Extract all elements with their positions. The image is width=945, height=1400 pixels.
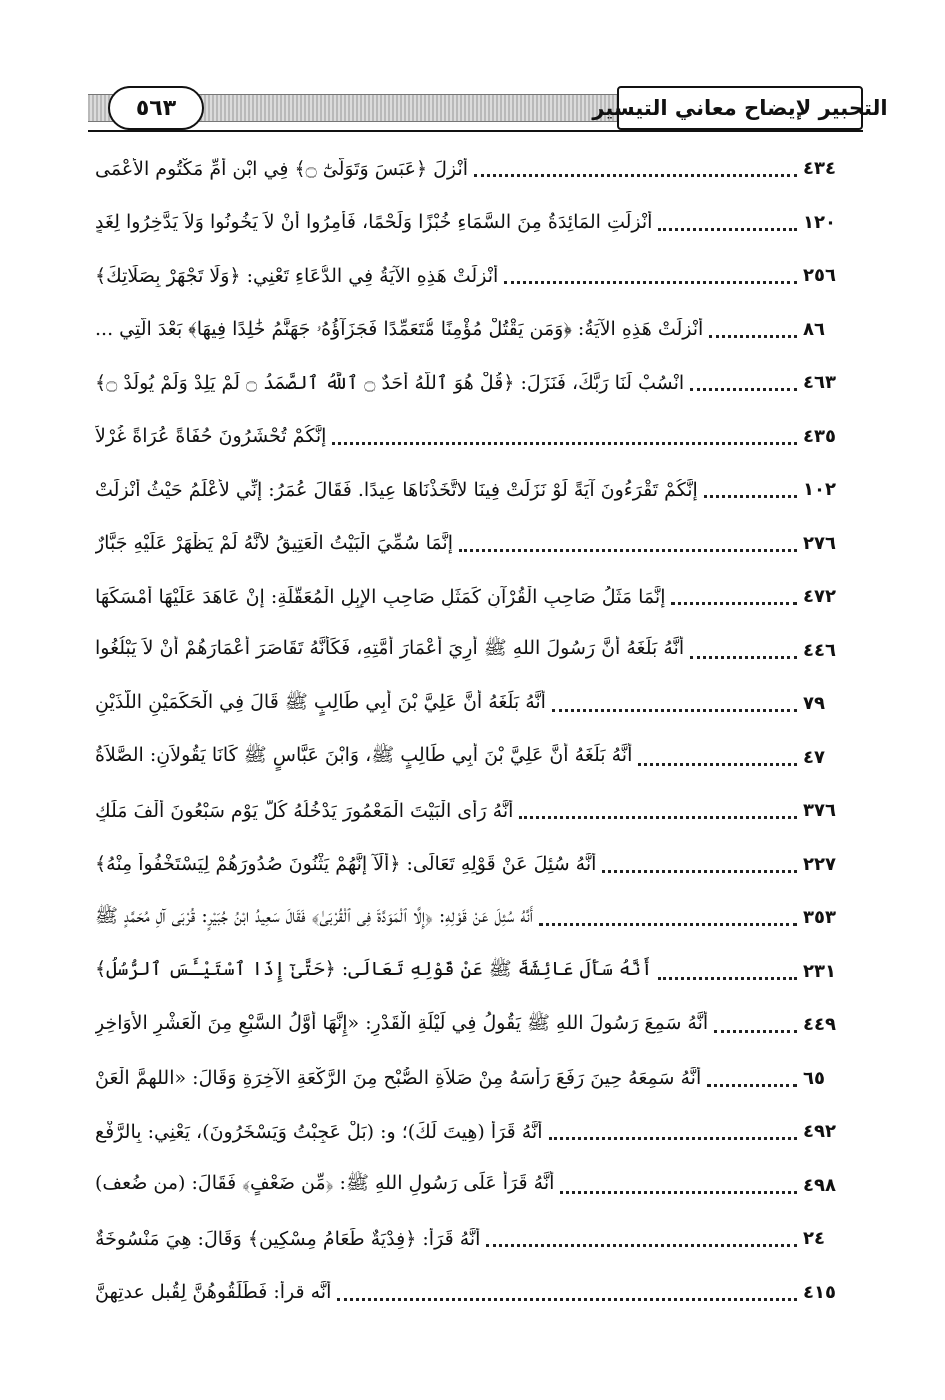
- leader-dots: [549, 1123, 798, 1140]
- entry-page-number: ٢٣١: [803, 960, 836, 982]
- index-entry: [95, 196, 865, 250]
- index-entry: [95, 838, 865, 892]
- entry-page-number: ٤١٥: [803, 1281, 836, 1303]
- leader-dots: [539, 909, 797, 926]
- index-entry: [95, 249, 865, 303]
- entry-text: إِنَّمَا سُمِّيَ الْبَيْتُ الْعَتِيقُ لأَنَّهُ لَمْ يَظْهَرْ عَلَيْهِ جَبَّارٌ: [95, 532, 453, 555]
- entry-text: أَنَّهُ سُئِلَ عَنْ قَوْلِهِ: ﴿إِلَّا ٱلْمَوَدَّةَ فِى ٱلْقُرْبَىٰ﴾ فَقَالَ سَعِيدُ ابْنُ جُبَيْرٍ: قُرْبَى آلِ مُحَمَّدٍ ﷺ: [95, 904, 533, 927]
- leader-dots: [560, 1177, 797, 1194]
- leader-dots: [459, 535, 797, 552]
- entry-text: أُنْزِلَ ﴿عَبَسَ وَتَوَلَّىٰٓ ۝﴾ فِي ابْنِ أُمِّ مَكْتُومٍ الأَعْمَى: [95, 157, 469, 180]
- entry-text: إِنَّمَا مَثَلُ صَاحِبِ الْقُرْآنِ كَمَثَلِ صَاحِبِ الإِبِلِ الْمُعَقَّلَةِ: إِنْ عَاهَدَ عَلَيْهَا أَمْسَكَهَا: [95, 585, 666, 608]
- entry-text: أَنَّهُ بَلَغَهُ أَنَّ رَسُولَ اللهِ ﷺ أُرِيَ أَعْمَارَ أُمَّتِهِ، فَكَأَنَّهُ تَقَاصَرَ أَعْمَارَهُمْ أَنْ لاَ يَبْلُغُوا: [95, 637, 685, 660]
- entry-page-number: ٧٩: [803, 693, 825, 715]
- leader-dots: [474, 160, 797, 177]
- index-list: [95, 142, 865, 1319]
- entry-page-number: ٤٤٦: [803, 639, 836, 661]
- leader-dots: [332, 428, 797, 445]
- header-rule: [88, 130, 863, 132]
- index-entry: [95, 891, 865, 945]
- entry-text: انْسُبْ لَنَا رَبَّكَ، فَنَزَلَ: ﴿قُلْ هُوَ ٱللَّهُ أَحَدٌ ۝ ٱللَّهُ ٱلصَّمَدُ ۝ لَمْ يَلِدْ وَلَمْ يُولَدْ ۝﴾: [95, 371, 685, 394]
- entry-page-number: ٤٧: [803, 746, 825, 768]
- index-entry: [95, 356, 865, 410]
- leader-dots: [709, 321, 797, 338]
- index-entry: [95, 142, 865, 196]
- index-entry: [95, 1159, 865, 1213]
- index-entry: [95, 1212, 865, 1266]
- leader-dots: [704, 481, 797, 498]
- page-number: ٥٦٣: [108, 86, 204, 130]
- entry-text: أَنَّهُ بَلَغَهُ أَنَّ عَلِيَّ بْنَ أَبِي طَالِبٍ ﷺ قَالَ فِي الْحَكَمَيْنِ اللَّذَيْنِ: [95, 690, 546, 713]
- index-entry: [95, 784, 865, 838]
- leader-dots: [690, 642, 797, 659]
- entry-text: أُنْزِلَتْ هَذِهِ الآيَةُ: ﴿وَمَن يَقْتُلْ مُؤْمِنًا مُّتَعَمِّدًا فَجَزَآؤُهُۥ جَهَنَّمُ خَٰلِدًا فِيهَا﴾ بَعْدَ الَّتِي ...: [95, 318, 704, 341]
- index-entry: [95, 463, 865, 517]
- entry-page-number: ٢٥٦: [803, 265, 836, 287]
- index-entry: [95, 303, 865, 357]
- index-entry: [95, 998, 865, 1052]
- entry-text: أَنَّهُ بَلَغَهُ أَنَّ عَلِيَّ بْنَ أَبِي طَالِبٍ ﷺ، وَابْنَ عَبَّاسٍ ﷺ كَانَا يَقُولاَنِ: الصَّلاَةُ: [95, 744, 633, 767]
- page-header: [88, 84, 888, 134]
- entry-text: أَنَّهُ سَمِعَ رَسُولَ اللهِ ﷺ يَقُولُ فِي لَيْلَةِ الْقَدْرِ: «إِنَّهَا أَوَّلُ السَّبْعِ مِنَ الْعَشْرِ الأَوَاخِرِ: [95, 1011, 709, 1034]
- index-entry: [95, 410, 865, 464]
- book-title: التحبير لإيضاح معاني التيسير: [617, 86, 863, 130]
- index-entry: [95, 731, 865, 785]
- entry-page-number: ٤٩٢: [803, 1121, 836, 1143]
- leader-dots: [707, 1070, 797, 1087]
- entry-text: أُنْزِلَتِ المَائِدَةُ مِنَ السَّمَاءِ خُبْزًا وَلَحْمًا، فَأُمِرُوا أَنْ لاَ يَخُونُوا وَلاَ يَدَّخِرُوا لِغَدٍ: [95, 211, 653, 234]
- entry-text: أَنَّهُ قَرَأَ (هِيتَ لَكَ)؛ و: (بَلْ عَجِبْتُ وَيَسْخَرُونَ)، يَعْنِي: بِالرَّفْعِ: [95, 1120, 543, 1143]
- entry-page-number: ٤٤٩: [803, 1014, 836, 1036]
- leader-dots: [714, 1016, 797, 1033]
- index-entry: [95, 570, 865, 624]
- entry-text: إِنَّكُمْ تُحْشَرُونَ حُفَاةً عُرَاةً غُرْلاً: [95, 425, 327, 448]
- leader-dots: [337, 1284, 797, 1301]
- entry-page-number: ١٠٢: [803, 479, 836, 501]
- index-entry: [95, 624, 865, 678]
- entry-page-number: ٣٥٣: [803, 907, 836, 929]
- leader-dots: [519, 802, 797, 819]
- entry-text: أَنَّهُ سَأَلَ عَائِشَةَ ﷺ عَنْ قَوْلِهِ تَعَالَى: ﴿حَتَّىٰٓ إِذَا ٱسْتَيْـَٔسَ ٱلرُّسُلُ﴾: [95, 958, 653, 981]
- entry-page-number: ١٢٠: [803, 211, 836, 233]
- entry-text: أَنَّهُ سَمِعَهُ حِينَ رَفَعَ رَأْسَهُ مِنْ صَلاَةِ الصُّبْحِ مِنَ الرَّكْعَةِ الآخِرَةِ وَقَالَ: «اللهمَّ الْعَنْ: [95, 1067, 702, 1090]
- leader-dots: [504, 267, 797, 284]
- index-entry: [95, 517, 865, 571]
- entry-text: أَنَّهُ سُئِلَ عَنْ قَوْلِهِ تَعَالَى: ﴿أَلَآ إِنَّهُمْ يَثْنُونَ صُدُورَهُمْ لِيَسْتَخْفُواْ مِنْهُ﴾: [95, 853, 597, 876]
- entry-page-number: ٤٣٤: [803, 158, 836, 180]
- index-entry: [95, 1266, 865, 1320]
- entry-page-number: ٢٧٦: [803, 532, 836, 554]
- entry-text: أَنَّه قرأ: فَطَلِّقُوهُنَّ لِقُبل عدتِهِنَّ: [95, 1281, 332, 1304]
- index-entry: [95, 677, 865, 731]
- leader-dots: [552, 695, 797, 712]
- index-entry: [95, 1052, 865, 1106]
- leader-dots: [602, 856, 797, 873]
- entry-page-number: ٢٤: [803, 1228, 825, 1250]
- leader-dots: [690, 374, 797, 391]
- leader-dots: [638, 749, 797, 766]
- entry-page-number: ٢٢٧: [803, 853, 836, 875]
- index-entry: [95, 945, 865, 999]
- entry-text: أَنَّهُ قَرَأَ عَلَى رَسُولِ اللهِ ﷺ: ﴿مِّن ضَعْفٍ﴾ فَقَالَ: (من ضُعف): [95, 1172, 555, 1195]
- entry-text: أَنَّهُ قَرَأَ: ﴿فِدْيَةٌ طَعَامُ مِسْكِينٍ﴾ وَقَالَ: هِيَ مَنْسُوخَةٌ: [95, 1227, 481, 1250]
- leader-dots: [658, 963, 797, 980]
- entry-text: أَنَّهُ رَأَى الْبَيْتَ الْمَعْمُورَ يَدْخُلُهُ كُلَّ يَوْمٍ سَبْعُونَ أَلْفَ مَلَكٍ: [95, 799, 514, 822]
- entry-text: إِنَّكُمْ تَقْرَءُونَ آيَةً لَوْ نَزَلَتْ فِينَا لاتَّخَذْنَاهَا عِيدًا. فَقَالَ عُمَرُ: إِنِّي لأَعْلَمُ حَيْثُ أُنْزِلَتْ: [95, 478, 698, 501]
- leader-dots: [671, 588, 797, 605]
- entry-text: أُنْزِلَتْ هَذِهِ الآيَةُ فِي الدُّعَاءِ تَعْنِي: ﴿وَلَا تَجْهَرْ بِصَلَاتِكَ﴾: [95, 264, 499, 287]
- index-entry: [95, 1105, 865, 1159]
- entry-page-number: ٨٦: [803, 318, 825, 340]
- entry-page-number: ٤٧٢: [803, 586, 836, 608]
- leader-dots: [486, 1230, 797, 1247]
- entry-page-number: ٤٣٥: [803, 425, 836, 447]
- leader-dots: [658, 214, 797, 231]
- entry-page-number: ٤٦٣: [803, 372, 836, 394]
- entry-page-number: ٣٧٦: [803, 800, 836, 822]
- entry-page-number: ٦٥: [803, 1067, 825, 1089]
- entry-page-number: ٤٩٨: [803, 1174, 836, 1196]
